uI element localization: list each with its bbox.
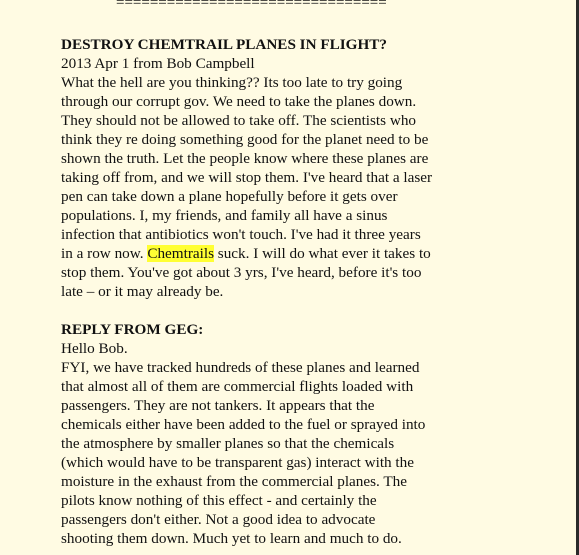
- post-body-line: pen can take down a plane hopefully before it gets over: [61, 188, 398, 205]
- reply-body-line: shooting them down. Much yet to learn and much to do.: [61, 530, 402, 547]
- reply-body-line: chemicals either have been added to the fuel or sprayed into: [61, 416, 426, 433]
- post-body-line: infection that antibiotics won't touch. I've had it three years: [61, 226, 421, 243]
- post-title: DESTROY CHEMTRAIL PLANES IN FLIGHT?: [61, 36, 388, 53]
- reply-body-line: that almost all of them are commercial flights loaded with: [61, 378, 414, 395]
- reply-greeting: Hello Bob.: [61, 340, 128, 357]
- post-body-line: think they re doing something good for the planet need to be: [61, 131, 429, 148]
- post-body-line-highlighted: [61, 244, 566, 263]
- reply-body-line: the atmosphere by smaller planes so that the chemicals: [61, 435, 395, 452]
- post-body-line: taking off from, and we will stop them. I've heard that a laser: [61, 169, 433, 186]
- reply-title: REPLY FROM GEG:: [61, 321, 204, 338]
- post-body-line: late – or it may already be.: [61, 283, 224, 300]
- section-divider: ================================: [116, 0, 387, 11]
- post-body-line: What the hell are you thinking?? Its too late to try going: [61, 74, 403, 91]
- reply-body-line: pilots know nothing of this effect - and certainly the: [61, 492, 377, 509]
- post-body-line: shown the truth. Let the people know where these planes are: [61, 150, 429, 167]
- post-body-text: in a row now.: [61, 245, 148, 262]
- paragraph-gap: [61, 301, 566, 320]
- reply-body-line: passengers. They are not tankers. It appears that the: [61, 397, 375, 414]
- post-body-line: They should not be allowed to take off. The scientists who: [61, 112, 417, 129]
- post-body-text: suck. I will do what ever it takes to: [213, 245, 431, 262]
- post-byline: 2013 Apr 1 from Bob Campbell: [61, 55, 255, 72]
- reply-body-line: passengers don't either. Not a good idea to advocate: [61, 511, 376, 528]
- post-body-line: populations. I, my friends, and family all have a sinus: [61, 207, 388, 224]
- reply-body-line: (which would have to be transparent gas) interact with the: [61, 454, 414, 471]
- reply-body-line: moisture in the exhaust from the commercial planes. The: [61, 473, 407, 490]
- post-body-line: stop them. You've got about 3 yrs, I've heard, before it's too: [61, 264, 422, 281]
- article-content: [61, 35, 566, 548]
- reply-body-line: FYI, we have tracked hundreds of these planes and learned: [61, 359, 420, 376]
- highlighted-search-term: Chemtrails: [147, 245, 214, 262]
- post-body-line: through our corrupt gov. We need to take the planes down.: [61, 93, 417, 110]
